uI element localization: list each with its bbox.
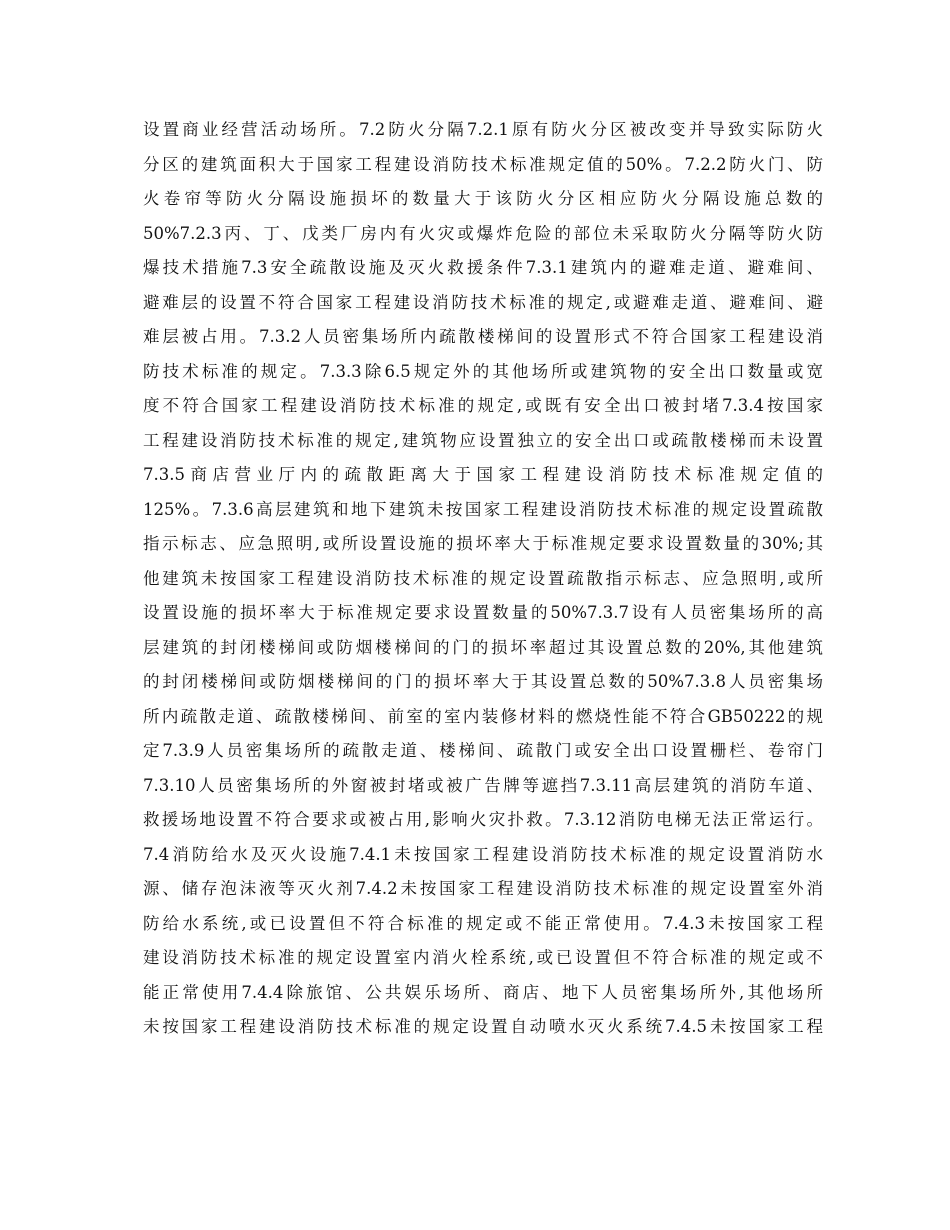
text-line: 50%7.2.3丙、丁、戊类厂房内有火灾或爆炸危险的部位未采取防火分隔等防火防 xyxy=(143,223,823,243)
text-line: 防给水系统,或已设置但不符合标准的规定或不能正常使用。7.4.3未按国家工程 xyxy=(143,913,823,933)
text-line: 难层被占用。7.3.2人员密集场所内疏散楼梯间的设置形式不符合国家工程建设消 xyxy=(143,327,823,346)
text-line: 建设消防技术标准的规定设置室内消火栓系统,或已设置但不符合标准的规定或不 xyxy=(143,948,823,967)
text-line: 7.3.5商店营业厅内的疏散距离大于国家工程建设消防技术标准规定值的 xyxy=(143,465,823,484)
text-line: 定7.3.9人员密集场所的疏散走道、楼梯间、疏散门或安全出口设置栅栏、卷帘门 xyxy=(143,741,823,760)
text-line: 未按国家工程建设消防技术标准的规定设置自动喷水灭火系统7.4.5未按国家工程 xyxy=(143,1017,823,1036)
text-line: 源、储存泡沫液等灭火剂7.4.2未按国家工程建设消防技术标准的规定设置室外消 xyxy=(143,879,823,898)
text-line: 指示标志、应急照明,或所设置设施的损坏率大于标准规定要求设置数量的30%;其 xyxy=(143,534,823,553)
text-line: 避难层的设置不符合国家工程建设消防技术标准的规定,或避难走道、避难间、避 xyxy=(143,292,823,312)
text-line: 7.4消防给水及灭火设施7.4.1未按国家工程建设消防技术标准的规定设置消防水 xyxy=(143,844,823,864)
text-line: 度不符合国家工程建设消防技术标准的规定,或既有安全出口被封堵7.3.4按国家 xyxy=(143,396,823,415)
text-line: 救援场地设置不符合要求或被占用,影响火灾扑救。7.3.12消防电梯无法正常运行。 xyxy=(143,810,823,829)
text-line: 的封闭楼梯间或防烟楼梯间的门的损坏率大于其设置总数的50%7.3.8人员密集场 xyxy=(143,672,823,691)
text-line: 设置商业经营活动场所。7.2防火分隔7.2.1原有防火分区被改变并导致实际防火 xyxy=(143,120,823,139)
text-line: 防技术标准的规定。7.3.3除6.5规定外的其他场所或建筑物的安全出口数量或宽 xyxy=(143,361,823,381)
body-text xyxy=(143,113,823,1045)
text-line: 能正常使用7.4.4除旅馆、公共娱乐场所、商店、地下人员密集场所外,其他场所 xyxy=(143,982,823,1002)
text-line: 他建筑未按国家工程建设消防技术标准的规定设置疏散指示标志、应急照明,或所 xyxy=(143,568,823,588)
text-line: 层建筑的封闭楼梯间或防烟楼梯间的门的损坏率超过其设置总数的20%,其他建筑 xyxy=(143,637,823,657)
text-line: 设置设施的损坏率大于标准规定要求设置数量的50%7.3.7设有人员密集场所的高 xyxy=(143,603,823,622)
text-line: 火卷帘等防火分隔设施损坏的数量大于该防火分区相应防火分隔设施总数的 xyxy=(143,189,823,208)
text-line: 爆技术措施7.3安全疏散设施及灭火救援条件7.3.1建筑内的避难走道、避难间、 xyxy=(143,258,823,277)
text-line: 125%。7.3.6高层建筑和地下建筑未按国家工程建设消防技术标准的规定设置疏散 xyxy=(143,499,823,519)
text-line: 7.3.10人员密集场所的外窗被封堵或被广告牌等遮挡7.3.11高层建筑的消防车道、 xyxy=(143,775,823,795)
text-line: 工程建设消防技术标准的规定,建筑物应设置独立的安全出口或疏散楼梯而未设置 xyxy=(143,430,823,450)
text-line: 分区的建筑面积大于国家工程建设消防技术标准规定值的50%。7.2.2防火门、防 xyxy=(143,154,823,174)
text-line: 所内疏散走道、疏散楼梯间、前室的室内装修材料的燃烧性能不符合GB50222的规 xyxy=(143,706,823,726)
